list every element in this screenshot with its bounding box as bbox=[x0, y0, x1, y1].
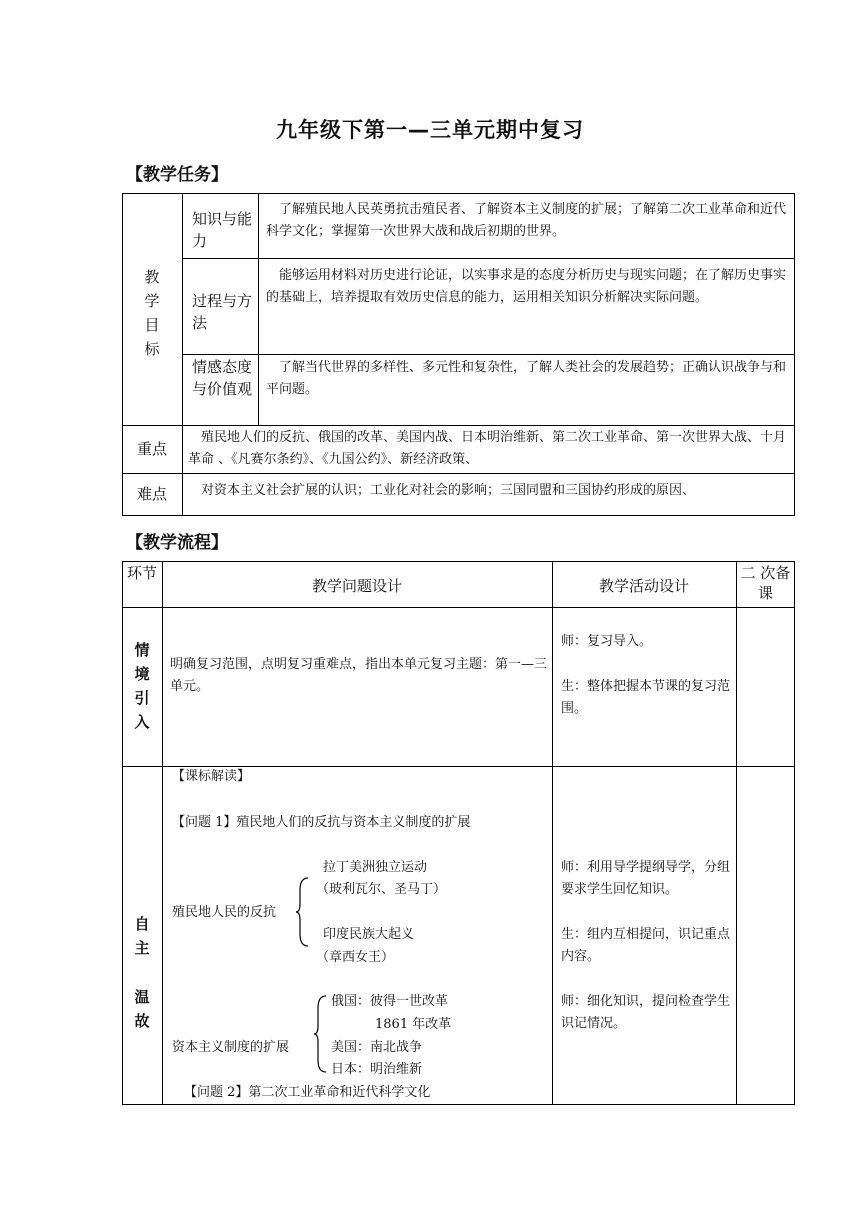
row1-question: 明确复习范围，点明复习重难点，指出本单元复习主题：第一—三单元。 bbox=[170, 657, 548, 694]
header-second: 二 次备课 bbox=[740, 564, 791, 602]
goal-text-attitude: 了解当代世界的多样性、多元性和复杂性，了解人类社会的发展趋势；正确认识战争与和平问题。 bbox=[266, 360, 787, 397]
key-text: 殖民地人们的反抗、俄国的改革、美国内战、日本明治维新、第二次工业革命、第一次世界大战、十月革命 、《凡赛尔条约》、《九国公约》、新经济政策、 bbox=[188, 430, 787, 467]
row2-activity-1: 师：利用导学提纲导学，分组要求学生回忆知识。 bbox=[561, 860, 731, 897]
capital-item-japan: 日本：明治维新 bbox=[331, 1062, 423, 1077]
header-question: 教学问题设计 bbox=[311, 577, 402, 595]
colony-item-1: 拉丁美洲独立运动 bbox=[323, 860, 428, 875]
header-activity: 教学活动设计 bbox=[598, 577, 689, 595]
goal-label: 教 学 目 标 bbox=[144, 268, 160, 358]
header-stage: 环节 bbox=[126, 564, 157, 582]
capital-label: 资本主义制度的扩展 bbox=[172, 1040, 290, 1055]
colony-item-2: 印度民族大起义 bbox=[323, 927, 415, 942]
difficult-text: 对资本主义社会扩展的认识；工业化对社会的影响；三国同盟和三国协约形成的原因、 bbox=[201, 483, 696, 498]
goal-text-process: 能够运用材料对历史进行论证，以实事求是的态度分析历史与现实问题；在了解历史事实的基础上，培养提取有效历史信息的能力，运用相关知识分析解决实际问题。 bbox=[266, 268, 787, 305]
goal-label-knowledge: 知识与能力 bbox=[192, 210, 253, 250]
goal-label-attitude: 情感态度与价值观 bbox=[192, 358, 253, 398]
colony-item-1-note: （玻利瓦尔、圣马丁） bbox=[316, 882, 447, 897]
row1-activity-1: 师：复习导入。 bbox=[561, 634, 653, 649]
row2-q1: 【问题 1】殖民地人们的反抗与资本主义制度的扩展 bbox=[172, 815, 471, 830]
capital-item-russia-1861: 1861 年改革 bbox=[375, 1017, 452, 1032]
task-section-heading: 【教学任务】 bbox=[126, 165, 228, 185]
stage-review-b: 温 故 bbox=[134, 988, 150, 1030]
stage-review-a: 自 主 bbox=[134, 915, 150, 957]
row2-heading: 【课标解读】 bbox=[172, 769, 251, 784]
goal-text-knowledge: 了解殖民地人民英勇抗击殖民者、了解资本主义制度的扩展；了解第二次工业革命和近代科学文化；掌握第一次世界大战和战后初期的世界。 bbox=[266, 202, 787, 239]
capital-item-usa: 美国：南北战争 bbox=[331, 1040, 423, 1055]
capital-item-russia: 俄国：彼得一世改革 bbox=[331, 994, 449, 1009]
capital-brace bbox=[314, 994, 328, 1074]
colony-brace bbox=[296, 876, 310, 948]
key-label: 重点 bbox=[137, 440, 168, 458]
difficult-label: 难点 bbox=[137, 485, 168, 503]
row2-q2: 【问题 2】第二次工业革命和近代科学文化 bbox=[184, 1085, 431, 1100]
row2-activity-3: 师：细化知识，提问检查学生识记情况。 bbox=[561, 994, 731, 1031]
row2-activity-2: 生：组内互相提问，识记重点内容。 bbox=[561, 927, 731, 964]
colony-label: 殖民地人民的反抗 bbox=[172, 905, 277, 920]
stage-intro: 情 境 引 入 bbox=[134, 641, 150, 731]
page-title: 九年级下第一—三单元期中复习 bbox=[276, 118, 584, 142]
row1-activity-2: 生：整体把握本节课的复习范围。 bbox=[561, 679, 731, 716]
colony-item-2-note: （章西女王） bbox=[316, 950, 395, 965]
goal-label-process: 过程与方法 bbox=[192, 292, 253, 332]
process-section-heading: 【教学流程】 bbox=[126, 533, 228, 553]
